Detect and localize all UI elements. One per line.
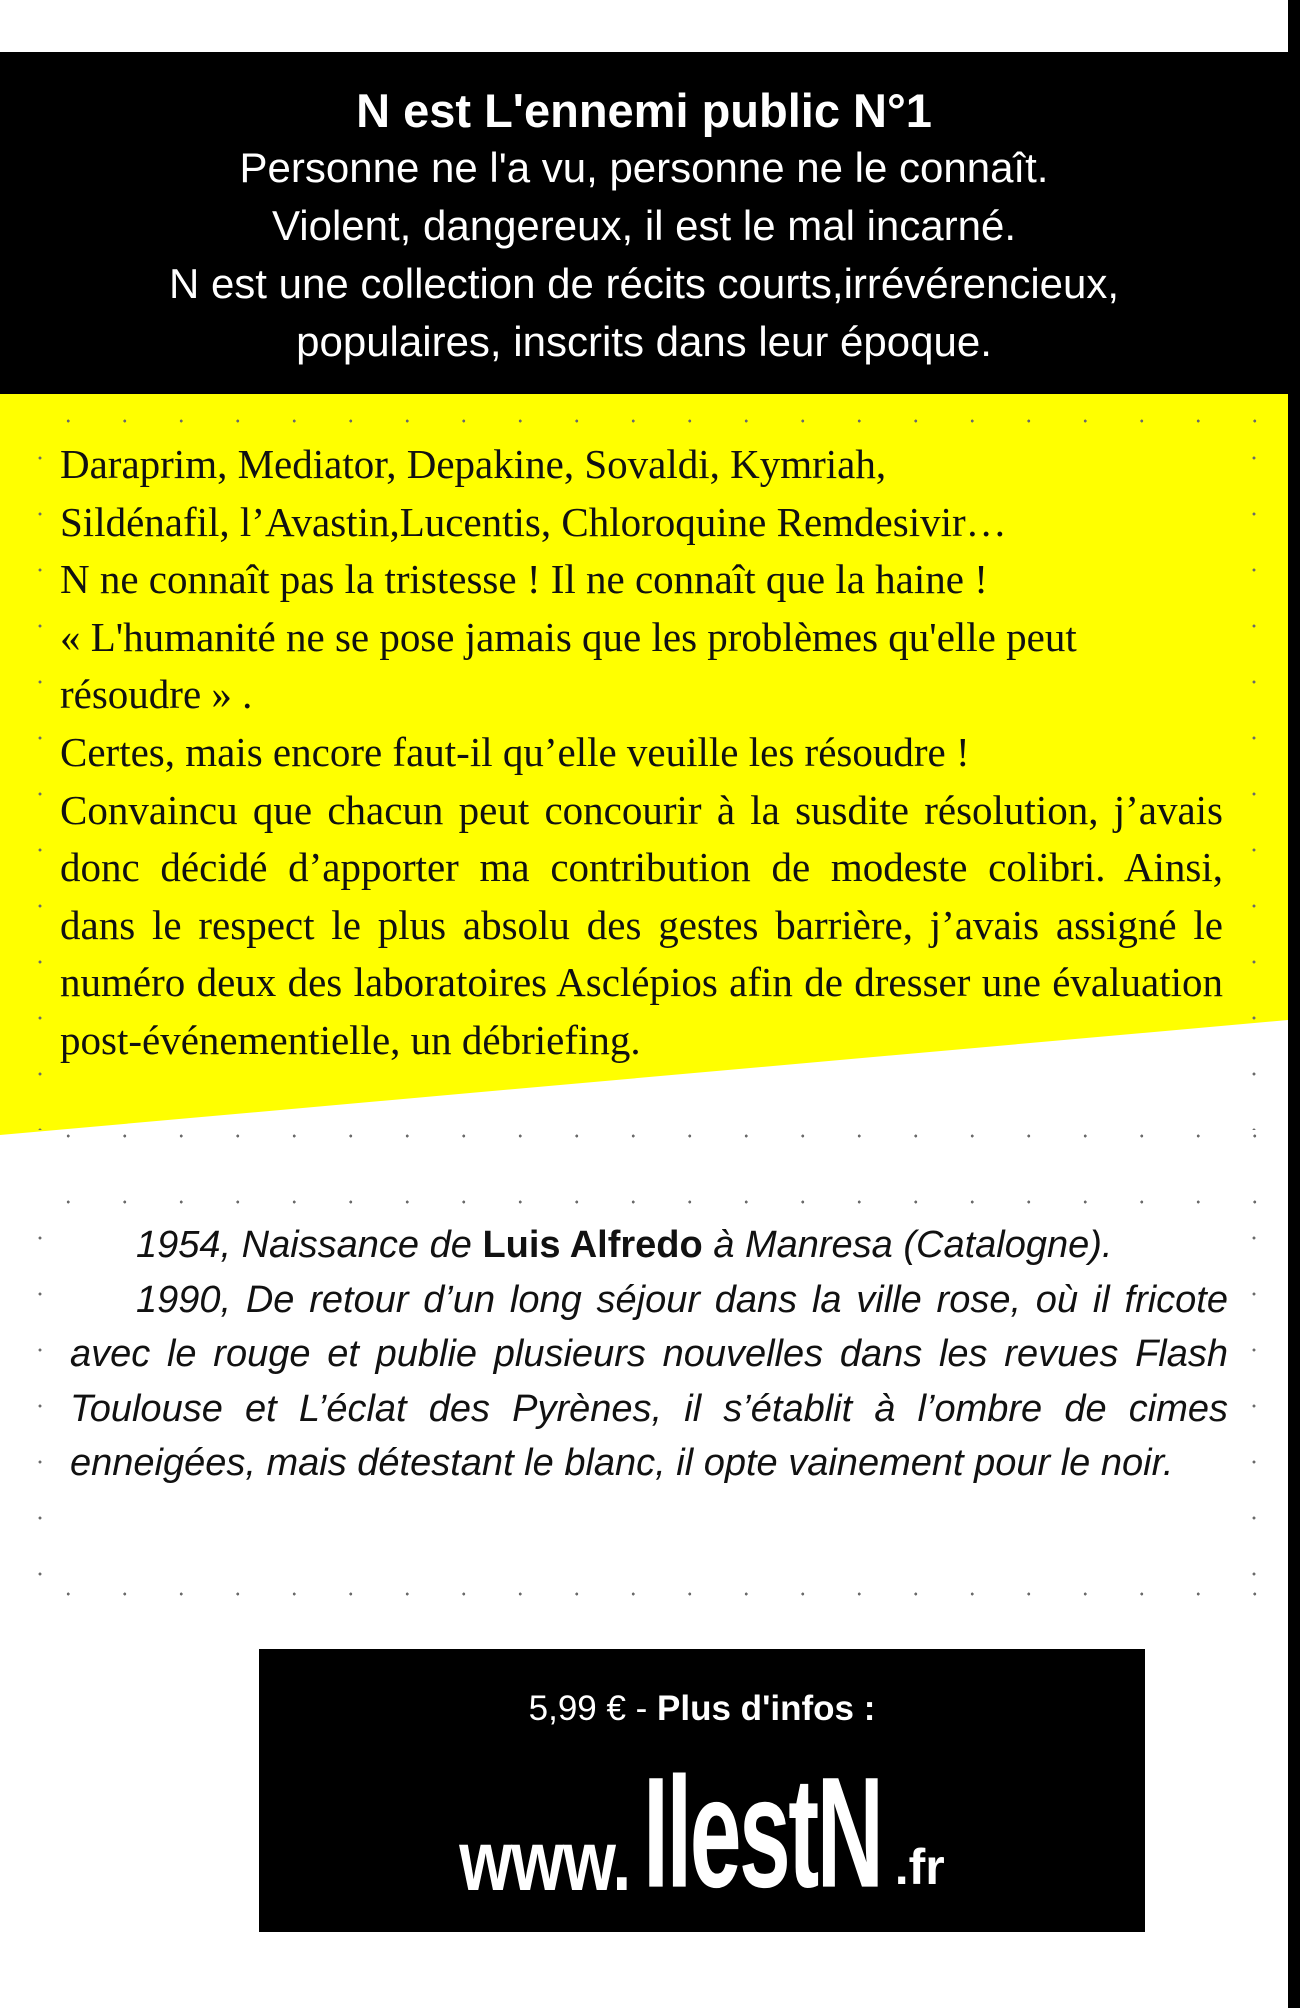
footer-box	[259, 1649, 1145, 1932]
price-line	[259, 1689, 1145, 1729]
dotted-rule-left	[38, 430, 42, 1130]
more-info-label: Plus d'infos :	[657, 1689, 876, 1728]
logo-fr: .fr	[894, 1839, 945, 1895]
bio-text: 1954, Naissance de	[136, 1224, 483, 1266]
header-line-2: Violent, dangereux, il est le mal incarné.	[272, 202, 1016, 249]
synopsis-line: Daraprim, Mediator, Depakine, Sovaldi, Kymriah,	[60, 441, 887, 487]
bio-paragraph-1	[70, 1218, 1228, 1273]
dotted-rule-bio-left	[38, 1210, 42, 1590]
synopsis-line: N ne connaît pas la tristesse ! Il ne connaît que la haine !	[60, 556, 988, 603]
header-banner	[0, 52, 1288, 394]
header-line-1: Personne ne l'a vu, personne ne le connaît.	[239, 144, 1049, 191]
dotted-rule-bio-top	[40, 1200, 1258, 1204]
synopsis-line: Certes, mais encore faut-il qu’elle veuille les résoudre !	[60, 728, 970, 775]
right-edge-bar	[1288, 0, 1300, 2008]
author-bio	[70, 1218, 1228, 1491]
website-logo[interactable]	[259, 1743, 1145, 1921]
price-separator: -	[625, 1689, 658, 1728]
bio-text: à Manresa (Catalogne).	[702, 1224, 1113, 1266]
synopsis-line: « L'humanité ne se pose jamais que les problèmes qu'elle peut résoudre » .	[60, 613, 1077, 718]
header-title: N est L'ennemi public N°1	[356, 84, 932, 137]
synopsis-line: Sildénafil, l’Avastin,Lucentis, Chloroquine Remdesivir…	[60, 498, 1007, 545]
dotted-rule-right	[1252, 430, 1256, 1130]
logo-www: www.	[459, 1813, 631, 1909]
synopsis-paragraph: Convaincu que chacun peut concourir à la susdite résolution, j’avais donc décidé d’apporter ma contribution de modeste colibri. Ainsi, dans le respect le plus absolu des gestes barrière, j’avais assigné le numéro deux des laboratoires Asclépios afin de dresser une évaluation post-événementielle, un débriefing.	[60, 786, 1223, 1063]
bio-paragraph-2: 1990, De retour d’un long séjour dans la ville rose, où il fricote avec le rouge et publie plusieurs nouvelles dans les revues Flash Toulouse et L’éclat des Pyrènes, il s’établit à l’ombre de cimes enneigées, mais détestant le blanc, il opte vainement pour le noir.	[70, 1278, 1228, 1484]
dotted-rule-bio-right	[1252, 1210, 1256, 1590]
header-line-4: populaires, inscrits dans leur époque.	[296, 318, 992, 365]
synopsis-text	[60, 436, 1223, 1070]
dotted-rule-middle	[40, 1134, 1258, 1138]
dotted-rule-bottom	[40, 1592, 1258, 1596]
logo-main: IlestN	[643, 1743, 882, 1921]
header-line-3: N est une collection de récits courts,irrévérencieux,	[168, 260, 1120, 307]
author-name: Luis Alfredo	[482, 1224, 703, 1266]
price: 5,99 €	[528, 1689, 626, 1728]
dotted-rule-top	[40, 419, 1258, 423]
